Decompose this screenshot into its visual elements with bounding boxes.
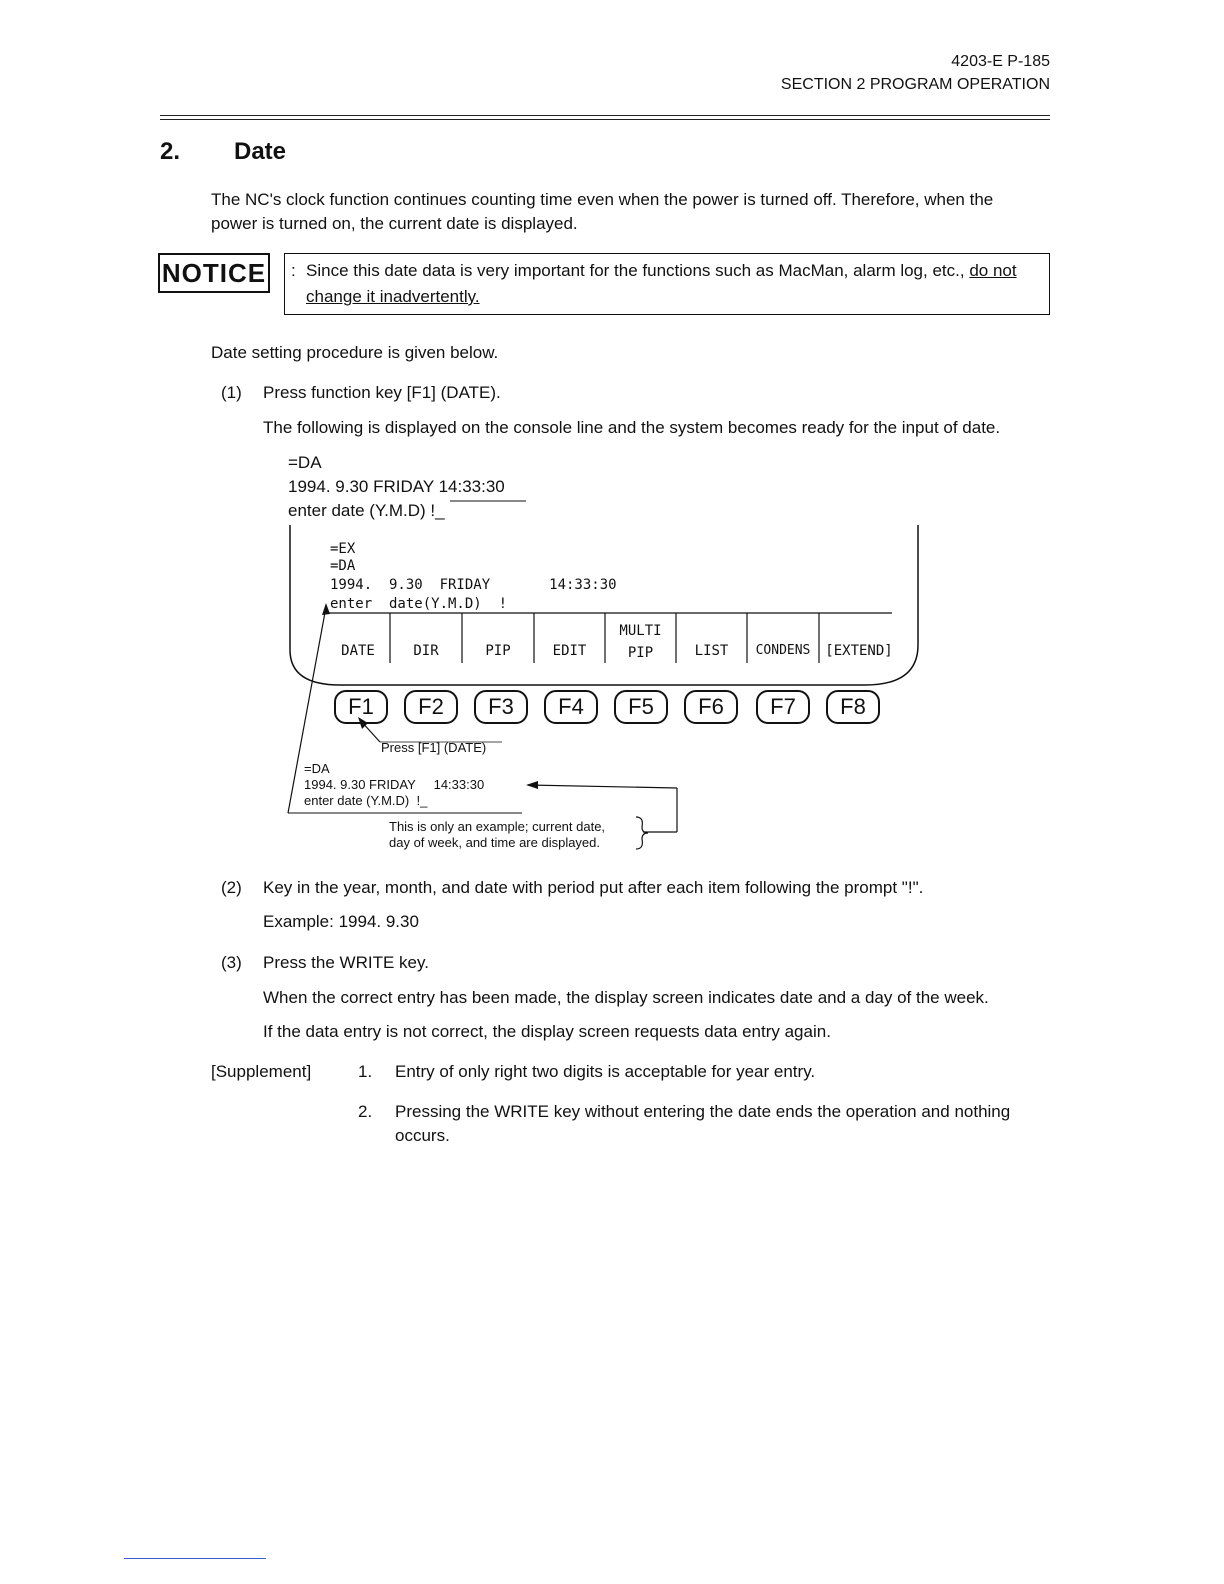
step-3-detail-2: If the data entry is not correct, the display screen requests data entry again. — [263, 1022, 831, 1041]
step-2-detail: Example: 1994. 9.30 — [263, 912, 419, 931]
press-f1-label: Press [F1] (DATE) — [381, 740, 487, 755]
supplement-label: [Supplement] — [211, 1062, 312, 1081]
screen-line-3: 1994. 9.30 FRIDAY 14:33:30 — [330, 577, 617, 593]
step-2-number: (2) — [221, 878, 242, 897]
step-2-text: Key in the year, month, and date with period put after each item following the prompt "!". — [263, 878, 924, 897]
header-rule-bottom — [160, 119, 1050, 120]
softkey-extend[interactable]: [EXTEND] — [825, 643, 893, 659]
softkey-list[interactable]: LIST — [694, 643, 729, 659]
supplement-2-text-cont: occurs. — [395, 1126, 450, 1145]
section-number: 2. — [160, 138, 181, 165]
f4-key[interactable]: F4 — [544, 690, 598, 724]
softkey-condens[interactable]: CONDENS — [755, 643, 811, 658]
f1-key[interactable]: F1 — [334, 690, 388, 724]
callout-line-3: enter date (Y.M.D) !_ — [304, 793, 428, 808]
intro-line-2: power is turned on, the current date is displayed. — [211, 214, 578, 233]
notice-text-line1 — [306, 258, 1017, 283]
notice-text-line2: change it inadvertently. — [306, 287, 480, 306]
step-1-number: (1) — [221, 383, 242, 402]
step-1-detail: The following is displayed on the console line and the system becomes ready for the input of date. — [263, 418, 1001, 437]
supplement-1-number: 1. — [358, 1062, 373, 1081]
callout-line-1: =DA — [304, 761, 330, 776]
notice-emphasis: do not — [969, 261, 1017, 280]
callout-note-1: This is only an example; current date, — [389, 819, 606, 834]
softkey-edit[interactable]: EDIT — [552, 643, 587, 659]
procedure-intro: Date setting procedure is given below. — [211, 343, 499, 362]
notice-box — [284, 253, 1050, 315]
console-line-3: enter date (Y.M.D) !_ — [288, 501, 445, 520]
supplement-2-text: Pressing the WRITE key without entering the date ends the operation and nothing — [395, 1102, 1011, 1121]
section-title: Date — [234, 138, 287, 165]
section-header: SECTION 2 PROGRAM OPERATION — [780, 76, 1050, 93]
intro-line-1: The NC's clock function continues counting time even when the power is turned off. Therefore, when the — [211, 190, 994, 209]
header-rule-top — [160, 115, 1050, 116]
callout-line-2: 1994. 9.30 FRIDAY 14:33:30 — [304, 777, 485, 792]
footnote-rule — [124, 1558, 266, 1559]
supplement-1-text: Entry of only right two digits is acceptable for year entry. — [395, 1062, 816, 1081]
f8-key[interactable]: F8 — [826, 690, 880, 724]
screen-line-2: =DA — [330, 558, 356, 574]
step-3-detail: When the correct entry has been made, the display screen indicates date and a day of the week. — [263, 988, 989, 1007]
softkey-date[interactable]: DATE — [341, 643, 375, 659]
softkey-pip[interactable]: PIP — [485, 643, 511, 659]
f5-key[interactable]: F5 — [614, 690, 668, 724]
screen-line-1: =EX — [330, 541, 356, 557]
softkey-multi-pip[interactable]: MULTI PIP — [619, 623, 662, 661]
page-reference: 4203-E P-185 — [951, 53, 1050, 70]
notice-colon: : — [291, 261, 296, 280]
console-line-2: 1994. 9.30 FRIDAY 14:33:30 — [288, 477, 505, 496]
screen-line-4: enter date(Y.M.D) ! — [330, 596, 508, 612]
notice-text-part: Since this date data is very important for the functions such as MacMan, alarm log, etc., — [306, 261, 970, 280]
supplement-2-number: 2. — [358, 1102, 373, 1121]
step-3-text: Press the WRITE key. — [263, 953, 429, 972]
step-1-text: Press function key [F1] (DATE). — [263, 383, 501, 402]
f3-key[interactable]: F3 — [474, 690, 528, 724]
console-line-1: =DA — [288, 453, 322, 472]
f7-key[interactable]: F7 — [756, 690, 810, 724]
notice-label: NOTICE — [158, 253, 270, 293]
f6-key[interactable]: F6 — [684, 690, 738, 724]
callout-note-2: day of week, and time are displayed. — [389, 835, 601, 850]
f2-key[interactable]: F2 — [404, 690, 458, 724]
step-3-number: (3) — [221, 953, 242, 972]
softkey-dir[interactable]: DIR — [413, 643, 439, 659]
